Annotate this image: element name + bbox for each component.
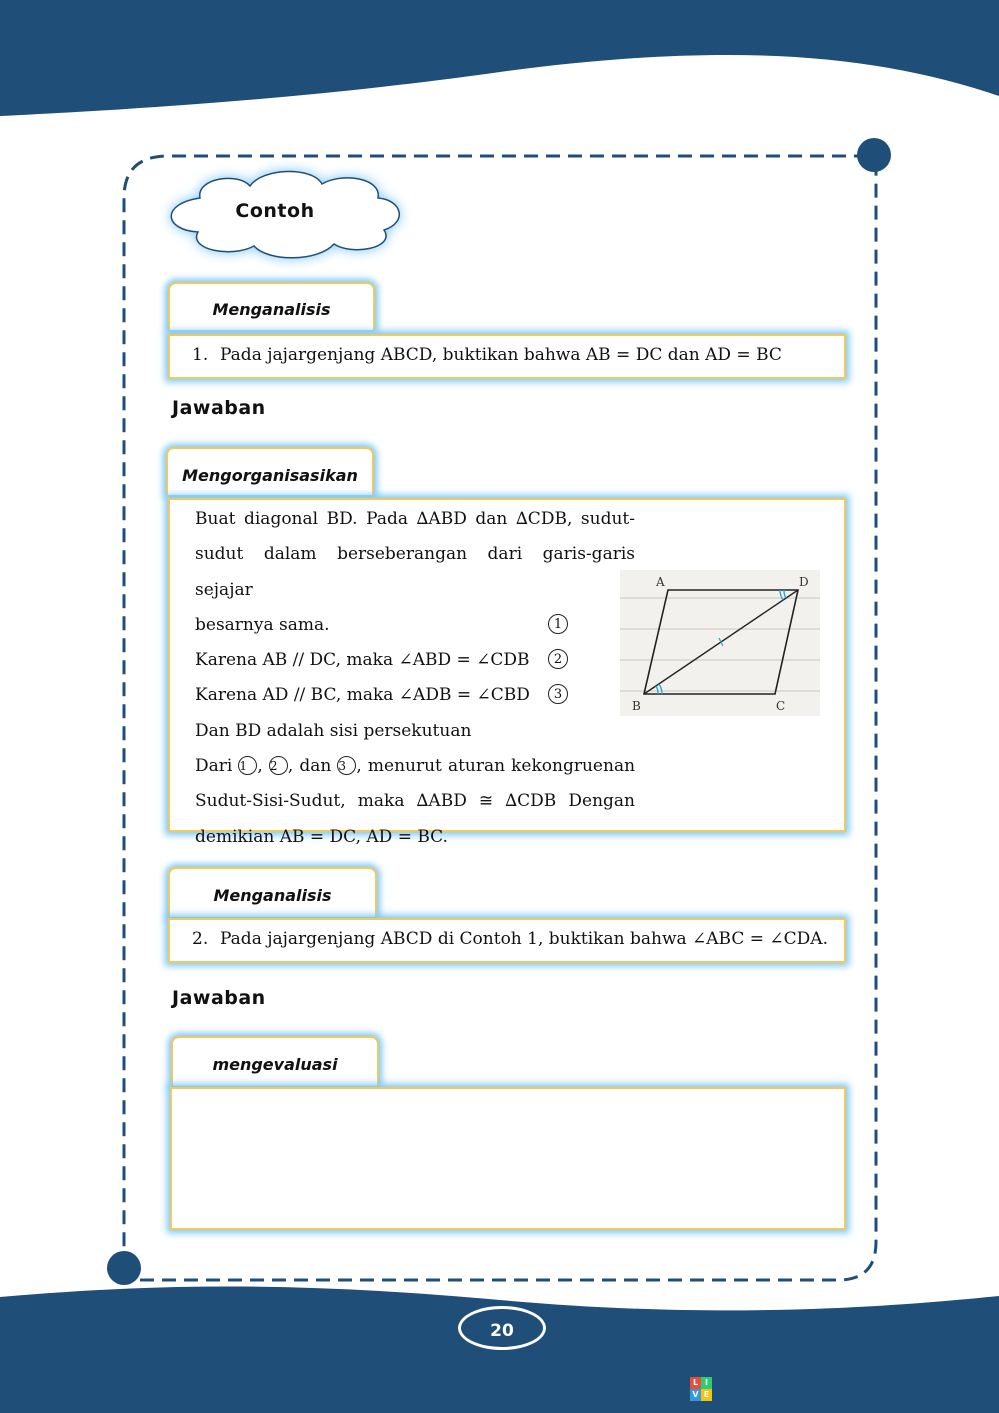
answer-line-1: Buat diagonal BD. Pada ∆ABD dan ∆CDB, sudut- — [195, 509, 635, 529]
vertex-label-b: B — [632, 699, 641, 713]
conclusion-comma: , — [257, 756, 263, 777]
tab-menganalisis-1: Menganalisis — [168, 282, 375, 330]
page-number: 20 — [458, 1306, 546, 1350]
marker-2: 2 — [548, 649, 568, 669]
logo-letter-v: V — [690, 1389, 701, 1401]
question-box-1 — [168, 334, 846, 379]
cloud-title: Contoh — [235, 200, 315, 222]
conclusion-rest: , menurut aturan kekongruenan — [356, 756, 636, 777]
marker-3: 3 — [548, 684, 568, 704]
logo-letter-i: I — [701, 1377, 712, 1389]
inline-marker-3: 3 — [337, 756, 356, 775]
logo-letter-l: L — [690, 1377, 701, 1389]
question-text-1: Pada jajargenjang ABCD, buktikan bahwa AB = DC dan AD = BC — [220, 345, 782, 365]
tab-mengorganisasikan: Mengorganisasikan — [166, 447, 374, 495]
answer-conclusion-3: demikian AB = DC, AD = BC. — [195, 826, 448, 847]
vertex-label-d: D — [799, 575, 809, 589]
jawaban-heading-2: Jawaban — [172, 987, 266, 1009]
vertex-label-c: C — [776, 699, 786, 713]
question-text-2: Pada jajargenjang ABCD di Contoh 1, buktikan bahwa ∠ABC = ∠CDA. — [220, 929, 828, 949]
answer-conclusion-2: Sudut-Sisi-Sudut, maka ∆ABD ≅ ∆CDB Dengan — [195, 791, 635, 812]
question-number-2: 2. — [192, 929, 209, 949]
frame-dot-bottom-left — [107, 1251, 141, 1285]
question-box-2 — [168, 918, 846, 963]
marker-1: 1 — [548, 614, 568, 634]
vertex-label-a: A — [656, 575, 665, 589]
question-number-1: 1. — [192, 345, 209, 365]
inline-marker-1: 1 — [238, 756, 257, 775]
answer-line-2: sudut dalam berseberangan dari garis-garis sejajar — [195, 544, 635, 600]
answer-line-4: Karena AB // DC, maka ∠ABD = ∠CDB — [195, 650, 530, 671]
conclusion-dan: , dan — [287, 756, 332, 777]
liveworksheets-logo-icon — [690, 1377, 712, 1401]
answer-text-1 — [195, 502, 635, 855]
answer-input-box-2[interactable] — [170, 1087, 846, 1230]
inline-marker-2: 2 — [269, 756, 288, 775]
jawaban-heading-1: Jawaban — [172, 397, 266, 419]
answer-line-3: besarnya sama. — [195, 614, 330, 635]
answer-line-5: Karena AD // BC, maka ∠ADB = ∠CBD — [195, 685, 530, 706]
liveworksheets-watermark — [690, 1374, 987, 1404]
tab-mengevaluasi: mengevaluasi — [171, 1036, 379, 1086]
conclusion-dari: Dari — [195, 756, 233, 777]
frame-dot-top-right — [857, 138, 891, 172]
parallelogram-figure — [620, 570, 820, 716]
top-wave — [0, 0, 999, 116]
answer-conclusion-1 — [195, 749, 635, 784]
answer-line-6: Dan BD adalah sisi persekutuan — [195, 720, 472, 741]
logo-letter-e: E — [701, 1389, 712, 1401]
watermark-text: LIVEWORKSHEETS — [716, 1373, 987, 1405]
tab-menganalisis-2: Menganalisis — [168, 867, 377, 917]
